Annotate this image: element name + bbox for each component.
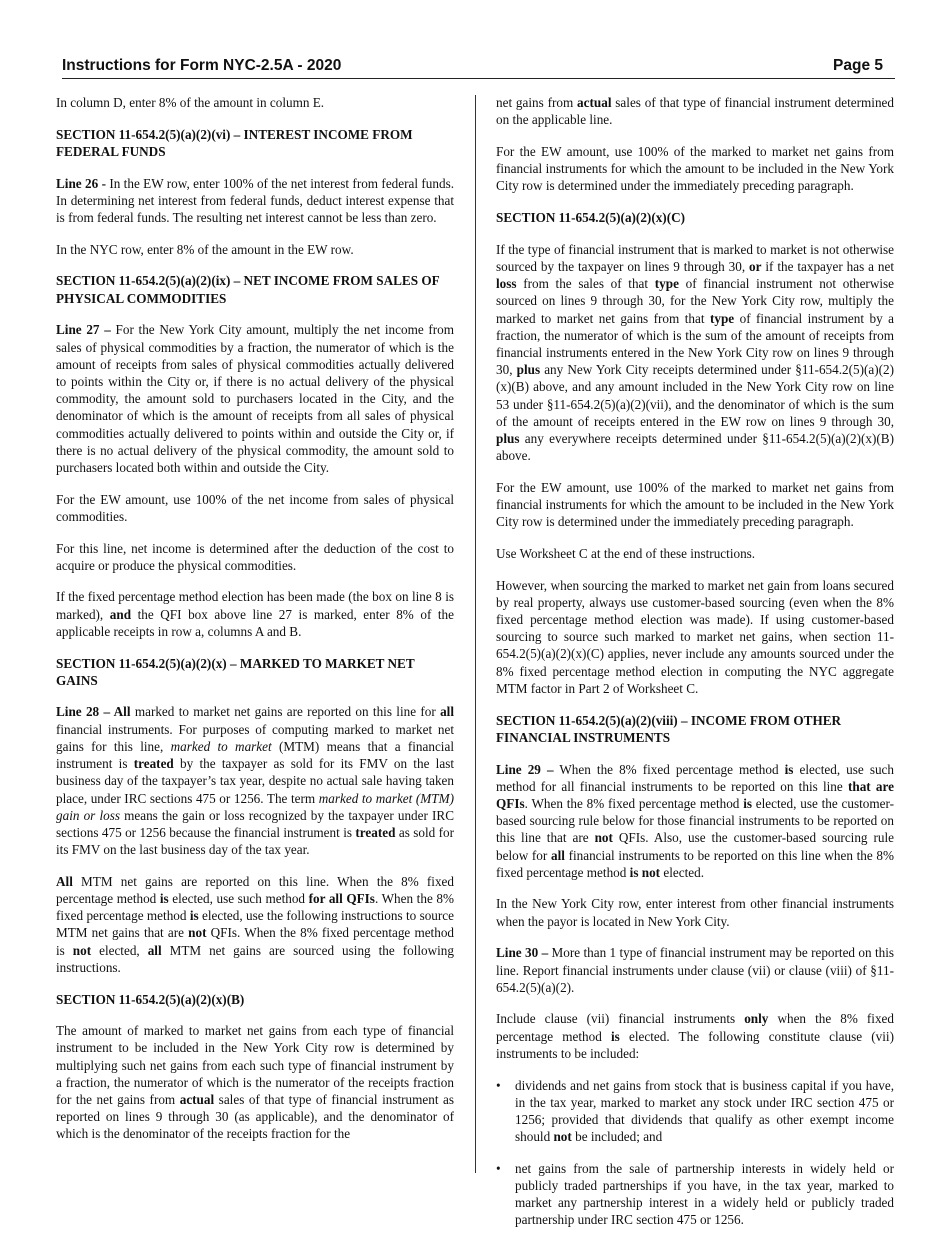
paragraph: All MTM net gains are reported on this line. When the 8% fixed percentage method is elected, use such method for all QFIs. When the 8% fixed percentage method is elected, use the following instructions to source MTM net gains that are not QFIs. When the 8% fixed percentage method is not elected, all MTM net gains are sourced using the following instructions. xyxy=(56,873,455,975)
paragraph: If the type of financial instrument that is marked to market is not otherwise sourced by the taxpayer on lines 9 through 30, or if the taxpayer has a net loss from the sales of that type of financial instrument not otherwise sourced on lines 9 through 30, for the New York City row, multiply the marked to market net gains from that type of financial instrument by a fraction, the numerator of which is the sum of the amount of receipts from financial instruments entered in the New York City row on lines 9 through 30, plus any New York City receipts determined under §11-654.2(5)(a)(2)(x)(B) above, and any amount included in the New York City row on line 53 under §11-654.2(5)(a)(2)(vii), and the denominator of which is the sum of the amount of receipts entered in the EW row on lines 9 through 30, plus any everywhere receipts determined under §11-654.2(5)(a)(2)(x)(B) above. xyxy=(496,241,895,464)
paragraph: For this line, net income is determined after the deduction of the cost to acquire or produce the physical commodities. xyxy=(56,540,454,573)
section-heading-x: SECTION 11-654.2(5)(a)(2)(x) – MARKED TO MARKET NET GAINS xyxy=(56,655,415,688)
line-27-paragraph: Line 27 – For the New York City amount, multiply the net income from sales of physical commodities by a fraction, the numerator of which is the amount of receipts from sales of physical commodities actually delivered to points within the City or, if there is no actual delivery of the physical commodity, the amount sold to purchasers located in the City, and the denominator of which is the amount of receipts from all sales of physical commodities actually delivered to points within and outside the City or, if there is no actual delivery of the physical commodity, the amount sold to purchasers located both within and outside the City. xyxy=(56,322,455,475)
document-title: Instructions for Form NYC-2.5A - 2020 xyxy=(62,57,342,74)
column-divider xyxy=(475,95,476,1173)
paragraph: For the EW amount, use 100% of the net income from sales of physical commodities. xyxy=(56,491,454,524)
section-heading-ix: SECTION 11-654.2(5)(a)(2)(ix) – NET INCOME FROM SALES OF PHYSICAL COMMODITIES xyxy=(56,273,440,306)
list-item: • net gains from the sale of partnership interests in widely held or publicly traded partnerships if you have, in the tax year, marked to market any partnership interest in a widely held or publicly traded partnership under IRC section 475 or 1256. xyxy=(496,1160,894,1229)
list-item: • dividends and net gains from stock that is business capital if you have, in the tax year, marked to market any stock under IRC section 475 or 1256; provided that dividends that qualify as other exempt income should not be included; and xyxy=(496,1077,894,1146)
section-heading-xb: SECTION 11-654.2(5)(a)(2)(x)(B) xyxy=(56,991,245,1007)
right-column xyxy=(496,94,894,1243)
paragraph: Include clause (vii) financial instruments only when the 8% fixed percentage method is elected. The following constitute clause (vii) instruments to be included: xyxy=(496,1011,894,1061)
line-30-paragraph: Line 30 – More than 1 type of financial instrument may be reported on this line. Report financial instruments under clause (vii) or clause (viii) of §11-654.2(5)(a)(2). xyxy=(496,945,894,995)
paragraph: In the New York City row, enter interest from other financial instruments when the payor is located in New York City. xyxy=(496,896,894,929)
paragraph: Use Worksheet C at the end of these instructions. xyxy=(496,545,756,561)
line-28-paragraph: Line 28 – All marked to market net gains are reported on this line for all financial instruments. For purposes of computing marked to market net gains for this line, marked to market (MTM) means that a financial instrument is treated by the taxpayer as sold for its FMV on the last business day of the taxpayer’s tax year, despite no actual sale having taken place, under IRC sections 475 or 1256. The term marked to market (MTM) gain or loss means the gain or loss recognized by the taxpayer under IRC sections 475 or 1256 because the financial instrument is treated as sold for its FMV on the last business day of the tax year. xyxy=(56,704,454,858)
paragraph: However, when sourcing the marked to market net gain from loans secured by real property, always use customer-based sourcing (even when the 8% fixed percentage method election was made). If using customer-based sourcing to source such marked to market net gains, when section 11-654.2(5)(a)(2)(x)(C) applies, never include any amounts sourced under the 8% fixed percentage method election in computing the NYC aggregate MTM factor in Part 2 of Worksheet C. xyxy=(496,577,894,696)
section-heading-vi: SECTION 11-654.2(5)(a)(2)(vi) – INTEREST INCOME FROM FEDERAL FUNDS xyxy=(56,126,413,159)
left-column xyxy=(56,94,454,1157)
page-header xyxy=(62,56,895,79)
paragraph: For the EW amount, use 100% of the marked to market net gains from financial instruments for which the amount to be included in the New York City row is determined under the immediately preceding paragraph. xyxy=(496,143,894,194)
section-heading-viii: SECTION 11-654.2(5)(a)(2)(viii) – INCOME FROM OTHER FINANCIAL INSTRUMENTS xyxy=(496,712,842,745)
clause-vii-list xyxy=(496,1077,894,1229)
paragraph: net gains from actual sales of that type of financial instrument determined on the applicable line. xyxy=(496,95,894,128)
paragraph: In column D, enter 8% of the amount in column E. xyxy=(56,95,325,110)
paragraph: The amount of marked to market net gains from each type of financial instrument to be included in the New York City row is determined by multiplying such net gains from each such type of financial instrument by a fraction, the numerator of which is the numerator of the receipts fraction for the net gains from actual sales of that type of financial instrument as reported on lines 9 through 30 (as applicable), and the denominator of which is the denominator of the receipts fraction for the xyxy=(56,1023,454,1142)
paragraph: If the fixed percentage method election has been made (the box on line 8 is marked), and the QFI box above line 27 is marked, enter 8% of the applicable receipts in row a, columns A and B. xyxy=(56,589,454,639)
line-26-paragraph: Line 26 - In the EW row, enter 100% of the net interest from federal funds. In determining net interest from federal funds, deduct interest expense that is from federal funds. The resulting net interest cannot be less than zero. xyxy=(56,175,454,226)
section-heading-xc: SECTION 11-654.2(5)(a)(2)(x)(C) xyxy=(496,210,685,226)
paragraph: In the NYC row, enter 8% of the amount in the EW row. xyxy=(56,241,354,257)
page-number: Page 5 xyxy=(833,57,883,74)
line-29-paragraph: Line 29 – When the 8% fixed percentage method is elected, use such method for all financial instruments to be reported on this line that are QFIs. When the 8% fixed percentage method is elected, use the customer-based sourcing rule below for those financial instruments to be reported on this line that are not QFIs. Also, use the customer-based sourcing rule below for all financial instruments to be reported on this line when the 8% fixed percentage method is not elected. xyxy=(496,761,894,880)
paragraph: For the EW amount, use 100% of the marked to market net gains from financial instruments for which the amount to be included in the New York City row is determined under the immediately preceding paragraph. xyxy=(496,479,894,530)
